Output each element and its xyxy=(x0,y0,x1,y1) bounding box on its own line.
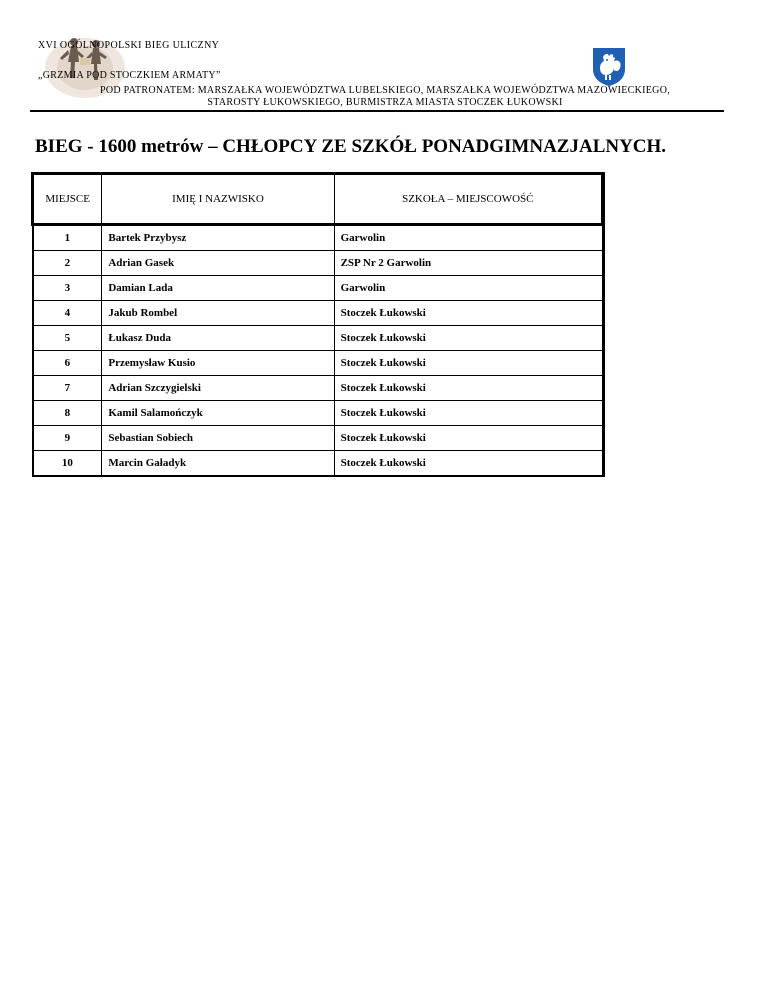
school-cell: Stoczek Łukowski xyxy=(334,401,603,426)
results-table xyxy=(31,172,605,477)
name-cell: Adrian Gasek xyxy=(102,251,334,276)
school-cell: Stoczek Łukowski xyxy=(334,326,603,351)
name-cell: Przemysław Kusio xyxy=(102,351,334,376)
column-header-place: MIEJSCE xyxy=(33,174,102,225)
place-cell: 7 xyxy=(33,376,102,401)
school-cell: Garwolin xyxy=(334,225,603,251)
header-divider xyxy=(30,110,724,112)
place-cell: 3 xyxy=(33,276,102,301)
place-cell: 10 xyxy=(33,451,102,477)
school-cell: Stoczek Łukowski xyxy=(334,426,603,451)
page-title: BIEG - 1600 metrów – CHŁOPCY ZE SZKÓŁ PONADGIMNAZJALNYCH. xyxy=(35,136,667,157)
patronage-text xyxy=(60,85,710,109)
name-cell: Marcin Gaładyk xyxy=(102,451,334,477)
table-row xyxy=(33,301,604,326)
table-row xyxy=(33,276,604,301)
name-cell: Jakub Rombel xyxy=(102,301,334,326)
school-cell: Stoczek Łukowski xyxy=(334,451,603,477)
table-row xyxy=(33,251,604,276)
table-row xyxy=(33,326,604,351)
table-row xyxy=(33,376,604,401)
table-row xyxy=(33,401,604,426)
name-cell: Łukasz Duda xyxy=(102,326,334,351)
school-cell: Stoczek Łukowski xyxy=(334,376,603,401)
table-row xyxy=(33,225,604,251)
place-cell: 9 xyxy=(33,426,102,451)
rooster-crest-icon xyxy=(592,47,626,87)
school-cell: Stoczek Łukowski xyxy=(334,301,603,326)
school-cell: Stoczek Łukowski xyxy=(334,351,603,376)
table-header-row xyxy=(33,174,604,225)
name-cell: Kamil Salamończyk xyxy=(102,401,334,426)
event-subtitle: „GRZMIA POD STOCZKIEM ARMATY” xyxy=(38,70,221,81)
place-cell: 2 xyxy=(33,251,102,276)
place-cell: 5 xyxy=(33,326,102,351)
name-cell: Damian Lada xyxy=(102,276,334,301)
column-header-name: IMIĘ I NAZWISKO xyxy=(102,174,334,225)
patronage-line-2: STAROSTY ŁUKOWSKIEGO, BURMISTRZA MIASTA STOCZEK ŁUKOWSKI xyxy=(207,97,563,108)
table-row xyxy=(33,351,604,376)
place-cell: 8 xyxy=(33,401,102,426)
school-cell: ZSP Nr 2 Garwolin xyxy=(334,251,603,276)
name-cell: Bartek Przybysz xyxy=(102,225,334,251)
name-cell: Sebastian Sobiech xyxy=(102,426,334,451)
patronage-line-1: POD PATRONATEM: MARSZAŁKA WOJEWÓDZTWA LUBELSKIEGO, MARSZAŁKA WOJEWÓDZTWA MAZOWIECKIEGO, xyxy=(99,85,671,96)
place-cell: 4 xyxy=(33,301,102,326)
event-name: XVI OGÓLNOPOLSKI BIEG ULICZNY xyxy=(38,40,220,51)
table-row xyxy=(33,426,604,451)
page-header xyxy=(0,0,768,115)
school-cell: Garwolin xyxy=(334,276,603,301)
place-cell: 1 xyxy=(33,225,102,251)
table-row xyxy=(33,451,604,477)
column-header-school: SZKOŁA – MIEJSCOWOŚĆ xyxy=(334,174,603,225)
place-cell: 6 xyxy=(33,351,102,376)
name-cell: Adrian Szczygielski xyxy=(102,376,334,401)
